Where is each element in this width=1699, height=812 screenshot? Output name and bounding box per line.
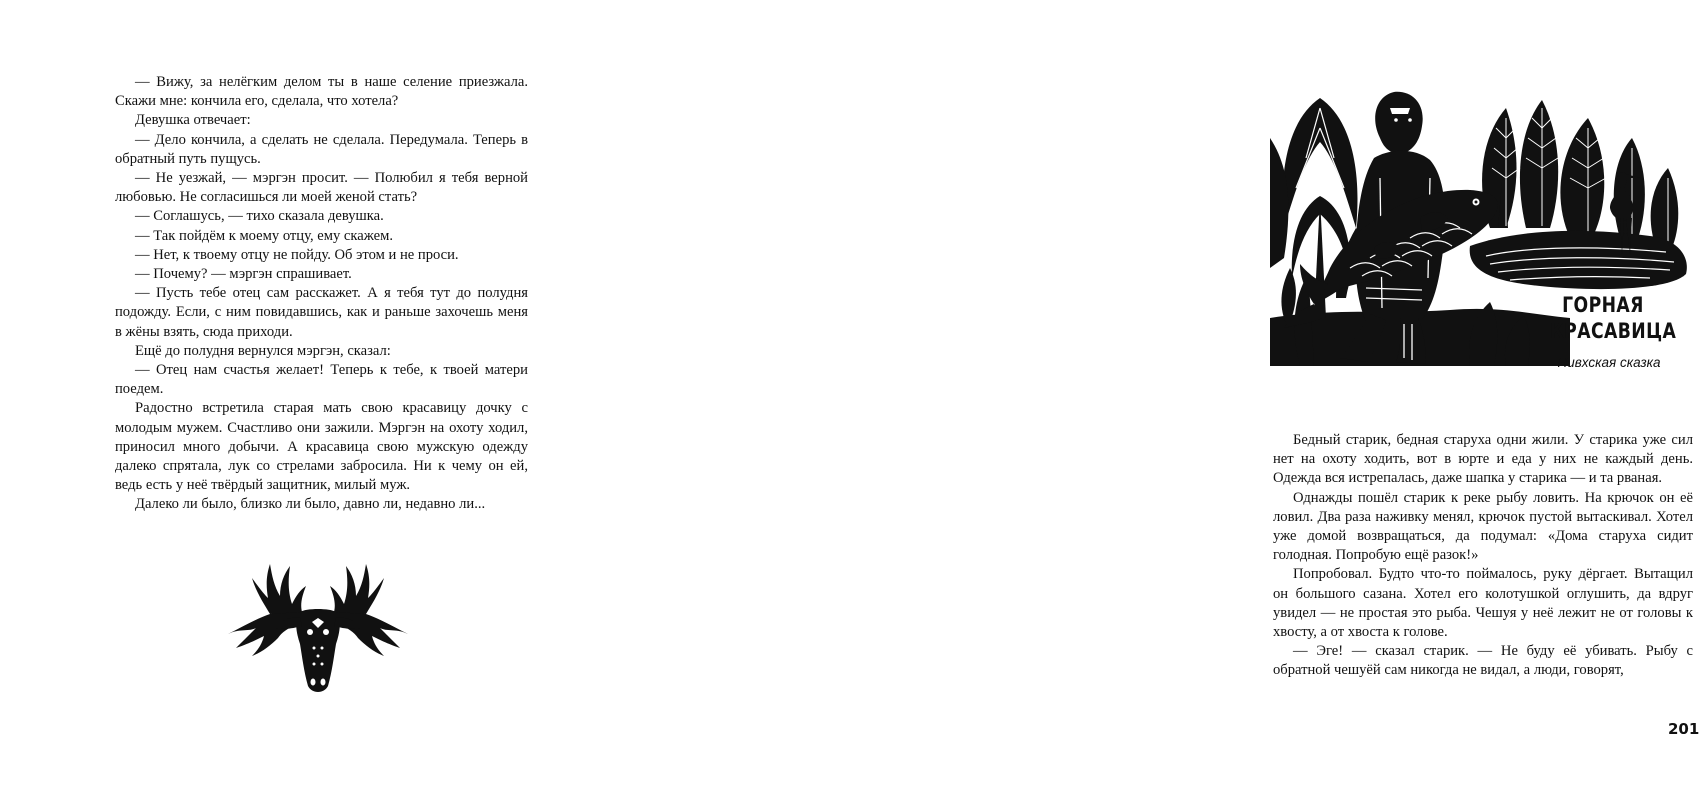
paragraph: — Дело кончила, а сделать не сделала. Передумала. Теперь в обратный путь пущусь.	[115, 131, 528, 167]
left-page-text	[115, 73, 528, 515]
paragraph: — Отец нам счастья желает! Теперь к тебе, к твоей матери поедем.	[115, 362, 528, 398]
right-page-text	[1273, 431, 1693, 681]
paragraph: — Соглашусь, — тихо сказала девушка.	[135, 208, 384, 225]
story-title-line2: КРАСАВИЦА	[1549, 319, 1677, 343]
paragraph: — Пусть тебе отец сам расскажет. А я тебя тут до полудня подожду. Если, с ним повидавшись, как и раньше захочешь меня в жёны взять, сюда приходи.	[115, 285, 528, 340]
moose-head-ornament	[218, 552, 418, 702]
paragraph: — Почему? — мэргэн спрашивает.	[135, 266, 352, 283]
story-title-line1: ГОРНАЯ	[1562, 293, 1644, 317]
paragraph: — Вижу, за нелёгким делом ты в наше селение приезжала. Скажи мне: кончила его, сделала, что хотела?	[115, 74, 528, 110]
paragraph: — Так пойдём к моему отцу, ему скажем.	[135, 227, 393, 244]
paragraph: Бедный старик, бедная старуха одни жили. У старика уже сил нет на охоту ходить, вот в юрте и еда у них не каждый день. Одежда вся истрепалась, даже шапка у старика — и та рваная.	[1273, 432, 1693, 487]
left-page	[0, 0, 600, 812]
story-title	[1549, 292, 1677, 344]
story-subtitle: Нивхская сказка	[1557, 355, 1661, 370]
page-number: 201	[1668, 720, 1699, 738]
paragraph: Однажды пошёл старик к реке рыбу ловить. На крючок он её ловил. Два раза наживку менял, крючок пустой вытаскивал. Хотел уже домой возвращаться, да подумал: «Дома старуха сидит голодная. Попробую ещё разок!»	[1273, 489, 1693, 564]
paragraph: — Нет, к твоему отцу не пойду. Об этом и не проси.	[135, 246, 459, 263]
paragraph: Девушка отвечает:	[135, 112, 251, 129]
paragraph: Далеко ли было, близко ли было, давно ли, недавно ли...	[135, 496, 486, 513]
paragraph: Радостно встретила старая мать свою красавицу дочку с молодым мужем. Счастливо они зажили. Мэргэн на охоту ходил, приносил много добычи. А красавица свою мужскую одежду далеко спрятала, лук со стрелами забросила. Ни к чему он ей, ведь есть у неё твёрдый защитник, милый муж.	[115, 400, 528, 494]
paragraph: Попробовал. Будто что-то поймалось, руку дёргает. Вытащил он большого сазана. Хотел его колотушкой оглушить, да вдруг увидел — не простая это рыба. Чешуя у неё лежит не от головы к хвосту, а от хвоста к голове.	[1273, 566, 1693, 641]
right-page	[600, 0, 1699, 812]
paragraph: Ещё до полудня вернулся мэргэн, сказал:	[135, 342, 391, 359]
paragraph: — Эге! — сказал старик. — Не буду её убивать. Рыбу с обратной чешуёй сам никогда не видал, а люди, говорят,	[1273, 643, 1693, 679]
paragraph: — Не уезжай, — мэргэн просит. — Полюбил я тебя верной любовью. Не согласишься ли моей женой стать?	[115, 170, 528, 206]
